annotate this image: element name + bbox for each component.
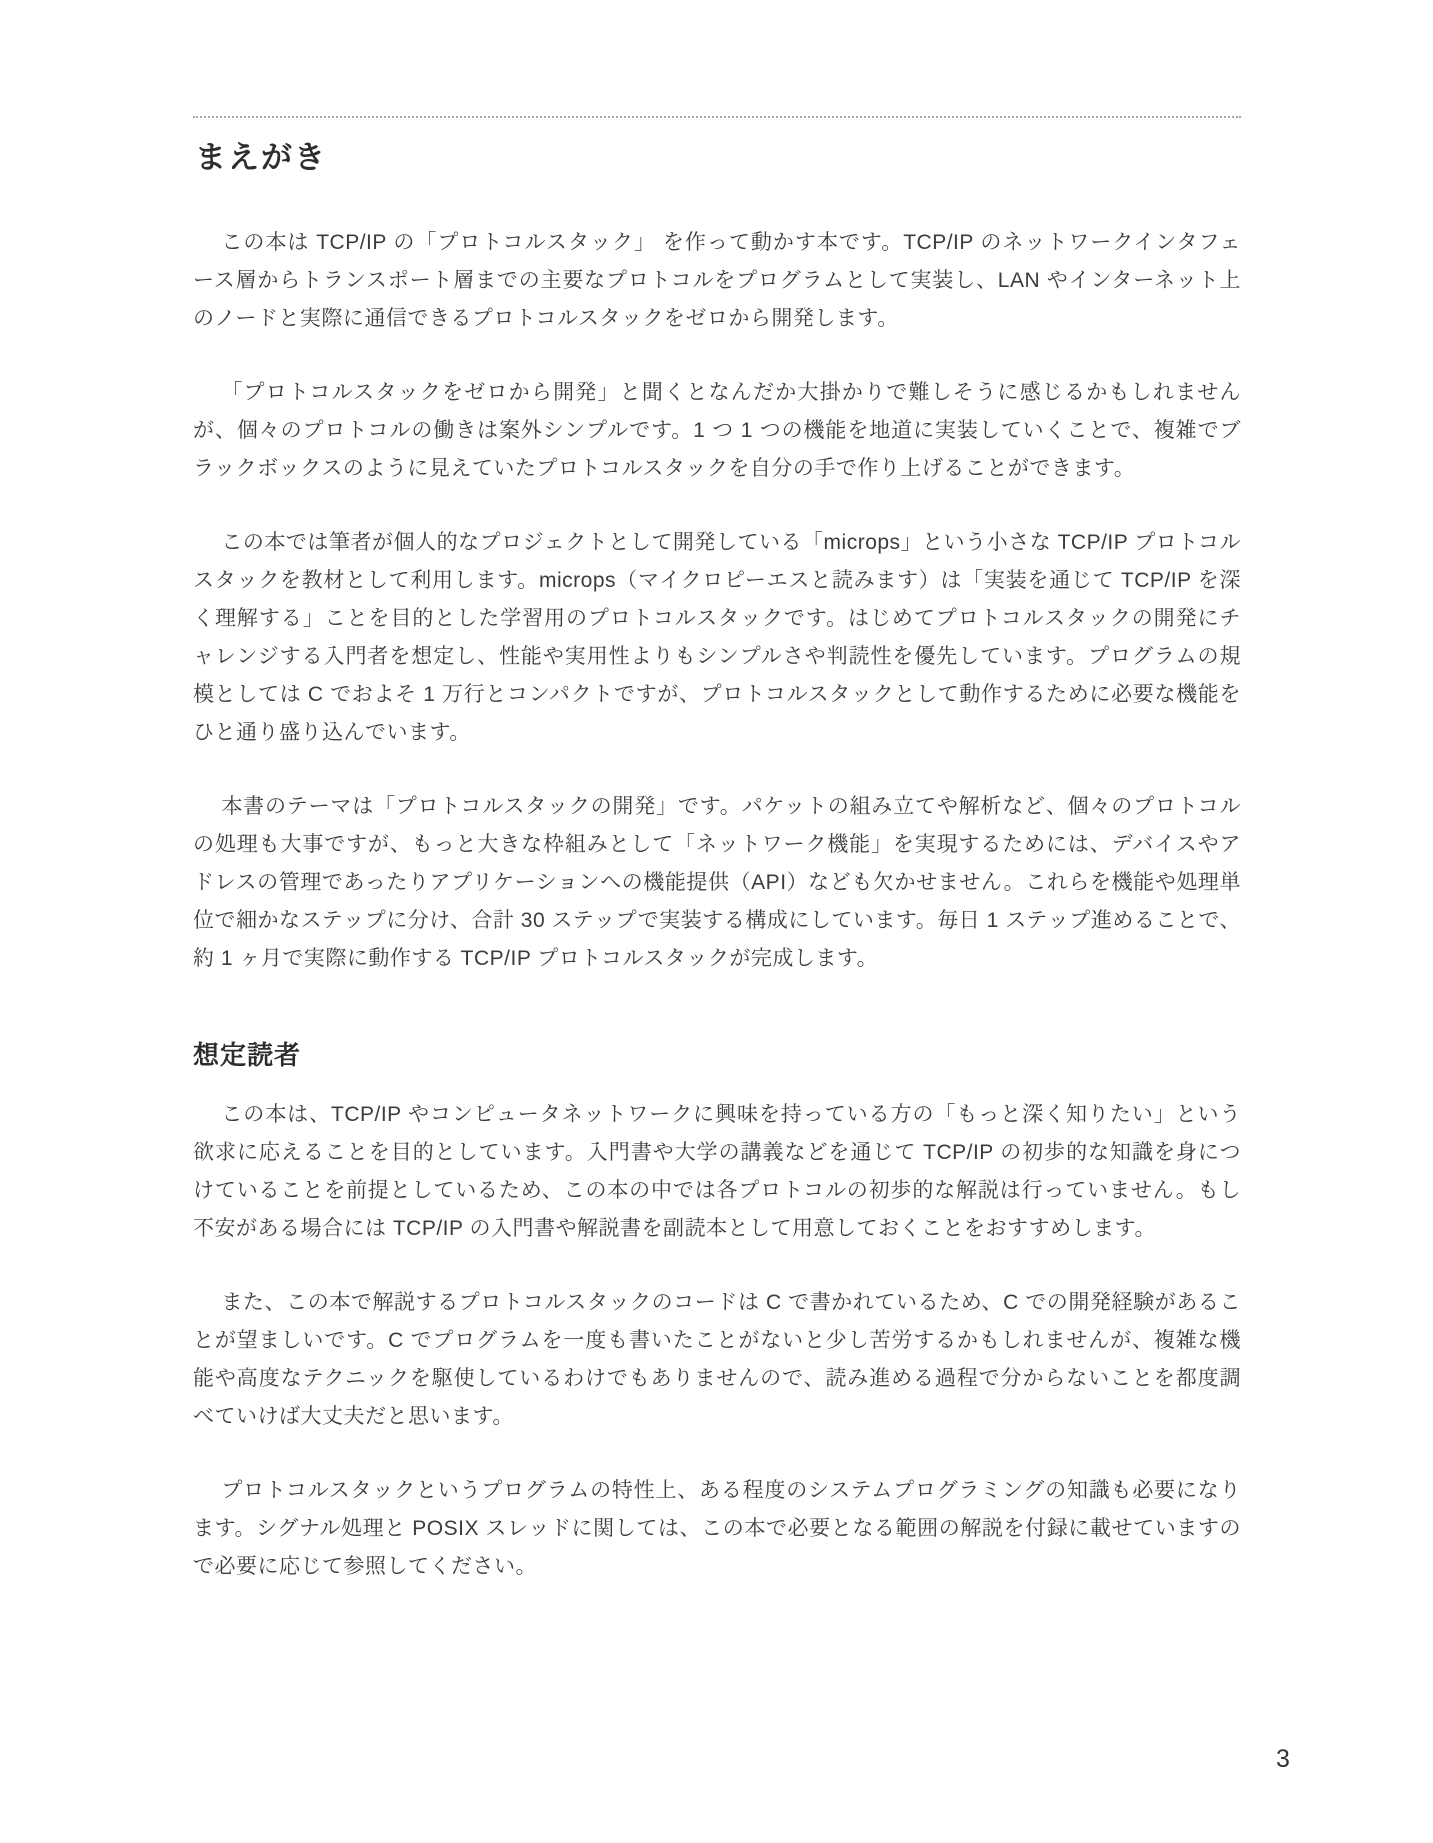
paragraph-readers-1: この本は、TCP/IP やコンピュータネットワークに興味を持っている方の「もっと深く知りたい」という欲求に応えることを目的としています。入門書や大学の講義などを通じて TCP/IP の初歩的な知識を身につけていることを前提としているため、この本の中では各プロトコルの初歩的な解説は行っていません。もし不安がある場合には TCP/IP の入門書や解説書を副読本として用意しておくことをおすすめします。 (193, 1103, 1241, 1240)
paragraph-intro-4: 本書のテーマは「プロトコルスタックの開発」です。パケットの組み立てや解析など、個々のプロトコルの処理も大事ですが、もっと大きな枠組みとして「ネットワーク機能」を実現するためには、デバイスやアドレスの管理であったりアプリケーションへの機能提供（API）なども欠かせません。これらを機能や処理単位で細かなステップに分け、合計 30 ステップで実装する構成にしています。毎日 1 ステップ進めることで、約 1 ヶ月で実際に動作する TCP/IP プロトコルスタックが完成します。 (193, 795, 1241, 970)
paragraph-intro-1: この本は TCP/IP の「プロトコルスタック」 を作って動かす本です。TCP/IP のネットワークインタフェース層からトランスポート層までの主要なプロトコルをプログラムとして実装し、LAN やインターネット上のノードと実際に通信できるプロトコルスタックをゼロから開発します。 (193, 231, 1241, 330)
dotted-header-rule (193, 116, 1241, 118)
page-content (193, 0, 1241, 1622)
page-number: 3 (1276, 1745, 1290, 1773)
section-heading-intended-readers: 想定読者 (193, 1040, 302, 1070)
paragraph-intro-2: 「プロトコルスタックをゼロから開発」と聞くとなんだか大掛かりで難しそうに感じるかもしれませんが、個々のプロトコルの働きは案外シンプルです。1 つ 1 つの機能を地道に実装していくことで、複雑でブラックボックスのように見えていたプロトコルスタックを自分の手で作り上げることができます。 (193, 381, 1241, 480)
paragraph-intro-3: この本では筆者が個人的なプロジェクトとして開発している「microps」という小さな TCP/IP プロトコルスタックを教材として利用します。microps（マイクロピーエスと読みます）は「実装を通じて TCP/IP を深く理解する」ことを目的とした学習用のプロトコルスタックです。はじめてプロトコルスタックの開発にチャレンジする入門者を想定し、性能や実用性よりもシンプルさや判読性を優先しています。プログラムの規模としては C でおよそ 1 万行とコンパクトですが、プロトコルスタックとして動作するために必要な機能をひと通り盛り込んでいます。 (193, 531, 1241, 744)
paragraph-readers-2: また、この本で解説するプロトコルスタックのコードは C で書かれているため、C での開発経験があることが望ましいです。C でプログラムを一度も書いたことがないと少し苦労するかもしれませんが、複雑な機能や高度なテクニックを駆使しているわけでもありませんので、読み進める過程で分からないことを都度調べていけば大丈夫だと思います。 (193, 1291, 1241, 1428)
paragraph-readers-3: プロトコルスタックというプログラムの特性上、ある程度のシステムプログラミングの知識も必要になります。シグナル処理と POSIX スレッドに関しては、この本で必要となる範囲の解説を付録に載せていますので必要に応じて参照してください。 (193, 1479, 1241, 1578)
page-title: まえがき (195, 140, 327, 175)
